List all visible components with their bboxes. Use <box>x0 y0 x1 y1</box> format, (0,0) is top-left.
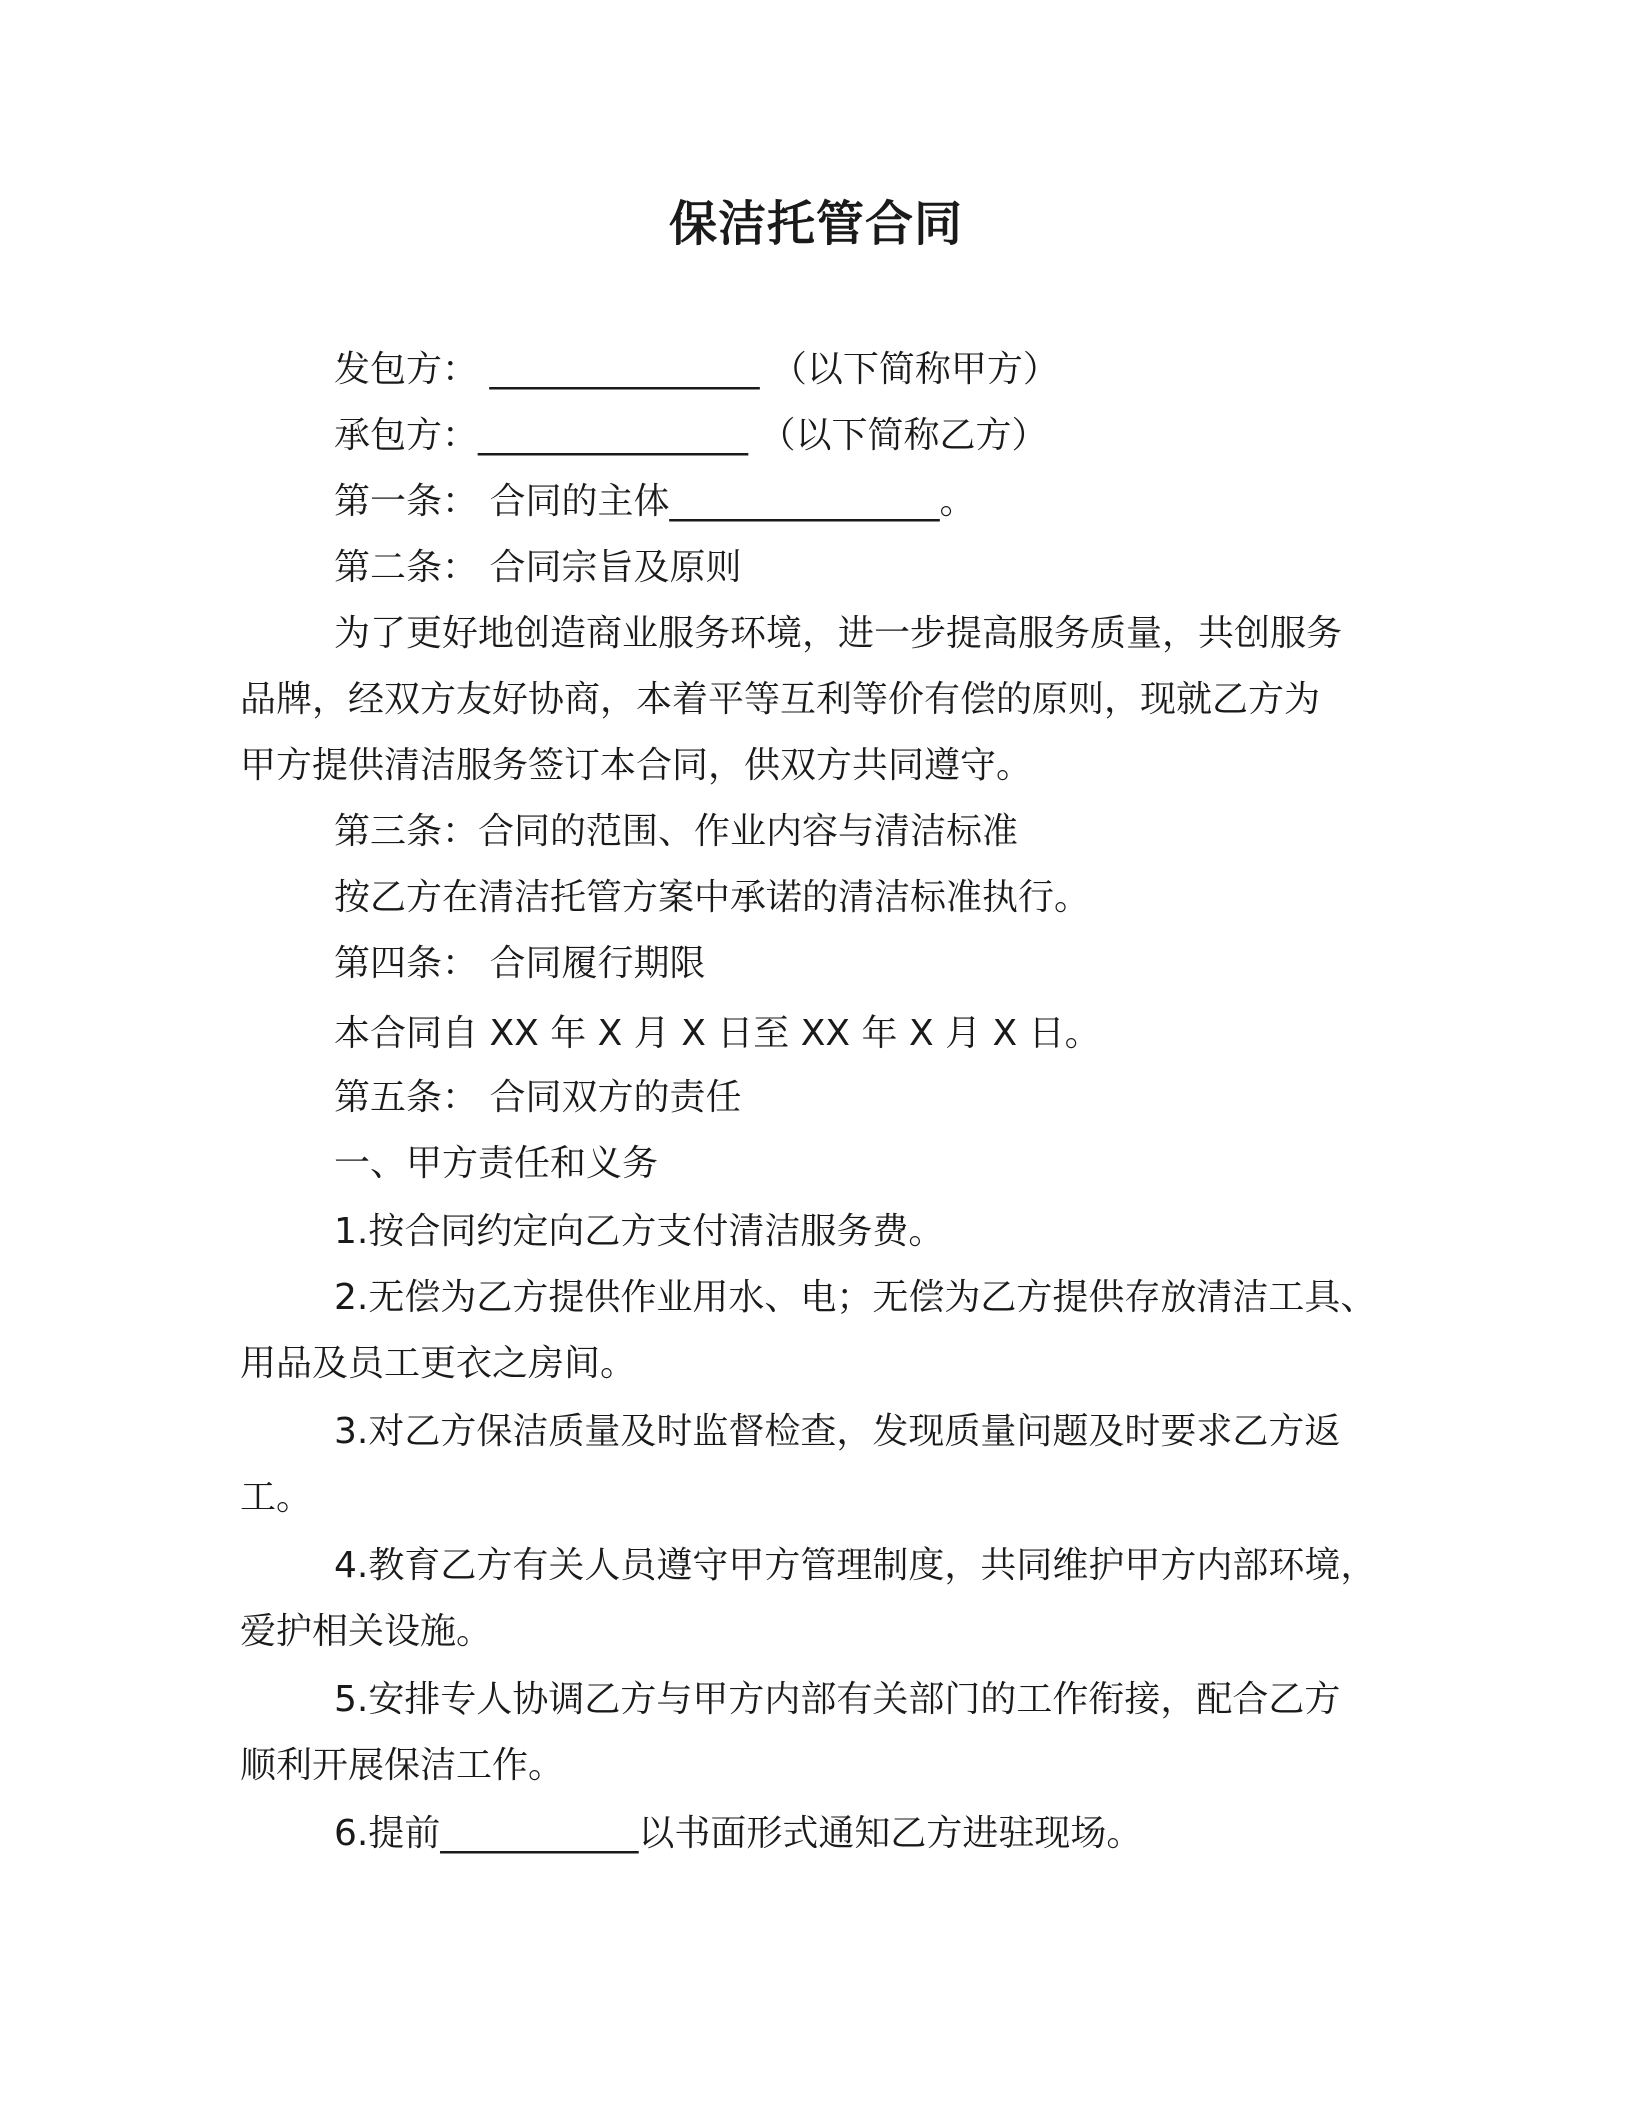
duty-item-4-cont: 爱护相关设施。 <box>240 1611 493 1652</box>
purpose-paragraph-line: 品牌，经双方友好协商，本着平等互利等价有偿的原则，现就乙方为 <box>240 679 1321 720</box>
term-paragraph: 本合同自 XX 年 X 月 X 日至 XX 年 X 月 X 日。 <box>334 1013 1101 1054</box>
article-4-heading: 第四条： 合同履行期限 <box>334 943 706 984</box>
duty-item-3-cont: 工。 <box>240 1477 313 1518</box>
duty-item-1: 1.按合同约定向乙方支付清洁服务费。 <box>334 1211 945 1252</box>
scope-paragraph: 按乙方在清洁托管方案中承诺的清洁标准执行。 <box>334 877 1091 918</box>
purpose-paragraph-line: 为了更好地创造商业服务环境，进一步提高服务质量，共创服务 <box>334 613 1343 654</box>
duty-item-2-cont: 用品及员工更衣之房间。 <box>240 1343 637 1384</box>
article-2-heading: 第二条： 合同宗旨及原则 <box>334 547 742 588</box>
article-3-heading: 第三条：合同的范围、作业内容与清洁标准 <box>334 811 1019 852</box>
duty-item-6: 6.提前___________以书面形式通知乙方进驻现场。 <box>334 1813 1143 1854</box>
party-a-duties-heading: 一、甲方责任和义务 <box>334 1143 659 1184</box>
duty-item-3: 3.对乙方保洁质量及时监督检查，发现质量问题及时要求乙方返 <box>334 1411 1341 1452</box>
party-a-line: 发包方： _______________ （以下简称甲方） <box>334 349 1059 390</box>
article-1-heading: 第一条： 合同的主体_______________。 <box>334 481 976 522</box>
duty-item-5-cont: 顺利开展保洁工作。 <box>240 1745 565 1786</box>
article-5-heading: 第五条： 合同双方的责任 <box>334 1077 742 1118</box>
duty-item-5: 5.安排专人协调乙方与甲方内部有关部门的工作衔接，配合乙方 <box>334 1679 1341 1720</box>
duty-item-2: 2.无偿为乙方提供作业用水、电；无偿为乙方提供存放清洁工具、 <box>334 1277 1377 1318</box>
party-b-line: 承包方：_______________ （以下简称乙方） <box>334 415 1048 456</box>
purpose-paragraph-line: 甲方提供清洁服务签订本合同，供双方共同遵守。 <box>240 745 1033 786</box>
duty-item-4: 4.教育乙方有关人员遵守甲方管理制度，共同维护甲方内部环境， <box>334 1545 1377 1586</box>
page-title: 保洁托管合同 <box>668 196 963 252</box>
